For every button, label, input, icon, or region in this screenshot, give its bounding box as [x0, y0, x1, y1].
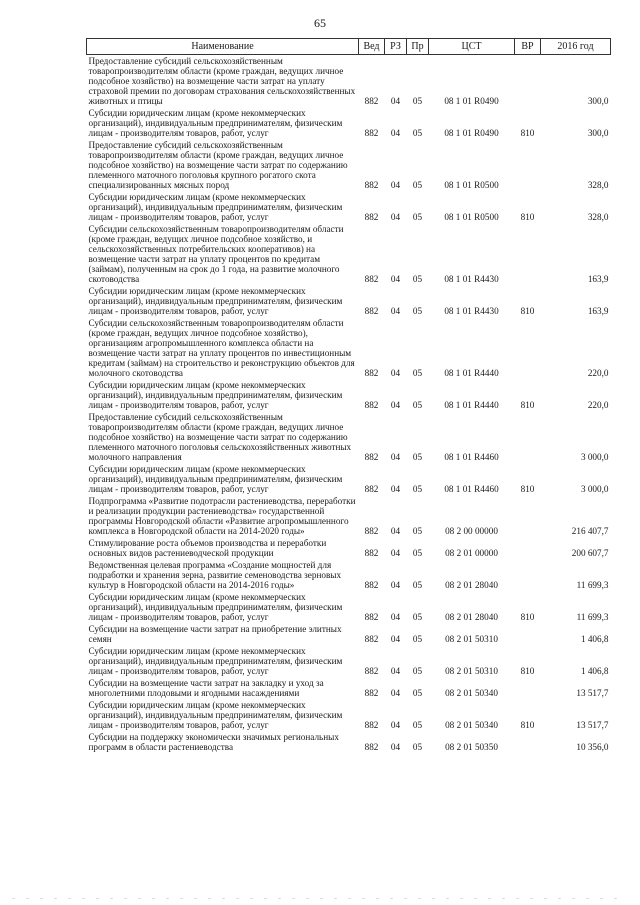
table-row [87, 699, 611, 731]
row-rz: 04 [390, 688, 401, 698]
row-cst: 08 2 01 50310 [445, 634, 498, 644]
table-row [87, 55, 611, 108]
row-cst: 08 2 01 50340 [445, 688, 498, 698]
row-rz: 04 [390, 452, 401, 462]
row-rz: 04 [390, 212, 401, 222]
row-ved: 882 [364, 688, 379, 698]
row-cst: 08 1 01 R0500 [444, 212, 499, 222]
row-cst: 08 2 01 28040 [445, 612, 498, 622]
row-ved: 882 [364, 452, 379, 462]
row-name: Субсидии на возмещение части затрат на приобретение элитных семян [88, 624, 342, 644]
table-row [87, 645, 611, 677]
row-name: Субсидии юридическим лицам (кроме некоммерческих организаций), индивидуальным предпринимателям, физическим лицам - производителям товаров, работ, услуг [88, 192, 343, 222]
row-ved: 882 [364, 180, 379, 190]
header-ved: Вед [359, 39, 385, 55]
row-vr [515, 317, 541, 379]
row-vr: 810 [520, 484, 535, 494]
scan-artifact-line [12, 898, 628, 899]
row-rz: 04 [390, 612, 401, 622]
row-sum: 300,0 [587, 128, 609, 138]
row-pr: 05 [412, 688, 423, 698]
row-vr [515, 623, 541, 645]
header-pr: Пр [407, 39, 429, 55]
header-cst: ЦСТ [429, 39, 515, 55]
row-rz: 04 [390, 96, 401, 106]
row-ved: 882 [364, 212, 379, 222]
table-row [87, 379, 611, 411]
row-name: Субсидии сельскохозяйственным товаропроизводителям области (кроме граждан, ведущих личное подсобное хозяйство, и сельскохозяйственных потребительских кооперативов) на возмещение части затрат на уплату процентов по кредитам (займам), полученным на срок до 1 года, на развитие молочного скотоводства [88, 224, 344, 284]
table-row [87, 285, 611, 317]
table-row [87, 559, 611, 591]
row-ved: 882 [364, 580, 379, 590]
table-row [87, 411, 611, 463]
row-cst: 08 2 01 50340 [445, 720, 498, 730]
row-pr: 05 [412, 274, 423, 284]
row-vr [515, 223, 541, 285]
row-vr: 810 [520, 666, 535, 676]
row-name: Стимулирование роста объемов производства и переработки основных видов растениеводческой продукции [88, 538, 327, 558]
row-rz: 04 [390, 634, 401, 644]
row-rz: 04 [390, 526, 401, 536]
row-vr [515, 677, 541, 699]
row-cst: 08 1 01 R0500 [444, 180, 499, 190]
row-pr: 05 [412, 612, 423, 622]
row-ved: 882 [364, 96, 379, 106]
row-name: Субсидии юридическим лицам (кроме некоммерческих организаций), индивидуальным предпринимателям, физическим лицам - производителям товаров, работ, услуг [88, 592, 343, 622]
row-vr: 810 [520, 400, 535, 410]
row-name: Ведомственная целевая программа «Создание мощностей для подработки и хранения зерна, развитие семеноводства зерновых культур в Новгородской области на 2014-2016 годы» [88, 560, 342, 590]
row-pr: 05 [412, 634, 423, 644]
row-sum: 328,0 [587, 180, 609, 190]
row-ved: 882 [364, 128, 379, 138]
row-rz: 04 [390, 666, 401, 676]
row-name: Субсидии юридическим лицам (кроме некоммерческих организаций), индивидуальным предпринимателям, физическим лицам - производителям товаров, работ, услуг [88, 286, 343, 316]
row-pr: 05 [412, 452, 423, 462]
row-ved: 882 [364, 526, 379, 536]
row-ved: 882 [364, 612, 379, 622]
row-pr: 05 [412, 548, 423, 558]
header-vr: ВР [515, 39, 541, 55]
row-ved: 882 [364, 400, 379, 410]
table-row [87, 107, 611, 139]
row-rz: 04 [390, 548, 401, 558]
row-pr: 05 [412, 400, 423, 410]
row-vr [515, 731, 541, 753]
row-sum: 1 406,8 [580, 634, 609, 644]
row-cst: 08 2 01 50350 [445, 742, 498, 752]
row-sum: 13 517,7 [576, 720, 609, 730]
table-row [87, 463, 611, 495]
table-row [87, 139, 611, 191]
row-sum: 200 607,7 [571, 548, 609, 558]
row-vr [515, 55, 541, 108]
row-ved: 882 [364, 484, 379, 494]
row-ved: 882 [364, 548, 379, 558]
row-vr [515, 411, 541, 463]
row-rz: 04 [390, 580, 401, 590]
row-name: Предоставление субсидий сельскохозяйственным товаропроизводителям области (кроме граждан, ведущих личное подсобное хозяйство) на возмещение части затрат на уплату страховой премии по договорам страхования сельскохозяйственных животных и птицы [88, 56, 356, 106]
row-rz: 04 [390, 720, 401, 730]
row-sum: 216 407,7 [571, 526, 609, 536]
row-sum: 3 000,0 [580, 484, 609, 494]
row-rz: 04 [390, 400, 401, 410]
row-vr: 810 [520, 306, 535, 316]
row-sum: 163,9 [587, 274, 609, 284]
row-name: Субсидии на возмещение части затрат на закладку и уход за многолетними плодовыми и ягодными насаждениями [88, 678, 324, 698]
table-row [87, 223, 611, 285]
row-sum: 328,0 [587, 212, 609, 222]
row-rz: 04 [390, 306, 401, 316]
row-sum: 300,0 [587, 96, 609, 106]
row-vr: 810 [520, 720, 535, 730]
row-pr: 05 [412, 526, 423, 536]
row-vr [515, 495, 541, 537]
row-rz: 04 [390, 274, 401, 284]
table-row [87, 191, 611, 223]
table-row [87, 731, 611, 753]
row-pr: 05 [412, 212, 423, 222]
table-row [87, 495, 611, 537]
row-sum: 11 699,3 [576, 612, 609, 622]
row-cst: 08 2 01 28040 [445, 580, 498, 590]
row-rz: 04 [390, 180, 401, 190]
row-sum: 13 517,7 [576, 688, 609, 698]
table-row [87, 591, 611, 623]
row-rz: 04 [390, 368, 401, 378]
row-name: Предоставление субсидий сельскохозяйственным товаропроизводителям области (кроме граждан, ведущих личное подсобное хозяйство) на возмещение части затрат по содержанию племенного маточного поголовья крупного рогатого скота специализированных мясных пород [88, 140, 348, 190]
row-pr: 05 [412, 306, 423, 316]
row-ved: 882 [364, 666, 379, 676]
row-ved: 882 [364, 306, 379, 316]
page-number: 65 [314, 16, 326, 30]
row-cst: 08 1 01 R4430 [444, 274, 499, 284]
header-name: Наименование [87, 39, 359, 55]
row-pr: 05 [412, 742, 423, 752]
row-pr: 05 [412, 128, 423, 138]
row-name: Субсидии юридическим лицам (кроме некоммерческих организаций), индивидуальным предпринимателям, физическим лицам - производителям товаров, работ, услуг [88, 380, 343, 410]
row-vr [515, 559, 541, 591]
row-sum: 3 000,0 [580, 452, 609, 462]
table-row [87, 537, 611, 559]
row-name: Субсидии юридическим лицам (кроме некоммерческих организаций), индивидуальным предпринимателям, физическим лицам - производителям товаров, работ, услуг [88, 646, 343, 676]
row-pr: 05 [412, 96, 423, 106]
row-rz: 04 [390, 128, 401, 138]
row-vr: 810 [520, 612, 535, 622]
row-pr: 05 [412, 720, 423, 730]
row-ved: 882 [364, 274, 379, 284]
row-cst: 08 1 01 R0490 [444, 128, 499, 138]
row-name: Субсидии юридическим лицам (кроме некоммерческих организаций), индивидуальным предпринимателям, физическим лицам - производителям товаров, работ, услуг [88, 464, 343, 494]
header-year: 2016 год [541, 39, 611, 55]
row-cst: 08 1 01 R4440 [444, 400, 499, 410]
row-cst: 08 1 01 R4440 [444, 368, 499, 378]
row-sum: 220,0 [587, 368, 609, 378]
row-sum: 163,9 [587, 306, 609, 316]
row-cst: 08 1 01 R4430 [444, 306, 499, 316]
header-rz: РЗ [385, 39, 407, 55]
row-ved: 882 [364, 720, 379, 730]
row-cst: 08 1 01 R0490 [444, 96, 499, 106]
row-pr: 05 [412, 666, 423, 676]
row-cst: 08 2 00 00000 [445, 526, 498, 536]
row-rz: 04 [390, 742, 401, 752]
row-name: Субсидии на поддержку экономически значимых региональных программ в области растениеводства [88, 732, 339, 752]
budget-table [86, 38, 611, 753]
row-sum: 1 406,8 [580, 666, 609, 676]
row-vr: 810 [520, 128, 535, 138]
row-ved: 882 [364, 742, 379, 752]
row-name: Субсидии сельскохозяйственным товаропроизводителям области (кроме граждан, ведущих личное подсобное хозяйство), организациям агропромышленного комплекса области на возмещение части затрат на уплату процентов по инвестиционным кредитам (займам) на строительство и реконструкцию объектов для молочного скотоводства [88, 318, 355, 378]
row-pr: 05 [412, 484, 423, 494]
row-ved: 882 [364, 634, 379, 644]
table-row [87, 623, 611, 645]
row-cst: 08 1 01 R4460 [444, 484, 499, 494]
row-ved: 882 [364, 368, 379, 378]
row-name: Подпрограмма «Развитие подотрасли растениеводства, переработки и реализации продукции растениеводства» государственной программы Новгородской области «Развитие агропромышленного комплекса в Новгородской области на 2014-2020 годы» [88, 496, 356, 536]
table-row [87, 317, 611, 379]
row-pr: 05 [412, 368, 423, 378]
row-name: Субсидии юридическим лицам (кроме некоммерческих организаций), индивидуальным предпринимателям, физическим лицам - производителям товаров, работ, услуг [88, 108, 343, 138]
row-pr: 05 [412, 580, 423, 590]
row-cst: 08 2 01 00000 [445, 548, 498, 558]
row-cst: 08 2 01 50310 [445, 666, 498, 676]
row-vr [515, 537, 541, 559]
row-sum: 11 699,3 [576, 580, 609, 590]
row-name: Предоставление субсидий сельскохозяйственным товаропроизводителям области (кроме граждан, ведущих личное подсобное хозяйство) на возмещение части затрат по содержанию племенного маточного поголовья сельскохозяйственных животных молочного направления [88, 412, 352, 462]
row-sum: 220,0 [587, 400, 609, 410]
table-row [87, 677, 611, 699]
row-vr [515, 139, 541, 191]
row-cst: 08 1 01 R4460 [444, 452, 499, 462]
row-name: Субсидии юридическим лицам (кроме некоммерческих организаций), индивидуальным предпринимателям, физическим лицам - производителям товаров, работ, услуг [88, 700, 343, 730]
row-sum: 10 356,0 [576, 742, 609, 752]
row-vr: 810 [520, 212, 535, 222]
row-rz: 04 [390, 484, 401, 494]
table-header-row [87, 39, 611, 55]
row-pr: 05 [412, 180, 423, 190]
